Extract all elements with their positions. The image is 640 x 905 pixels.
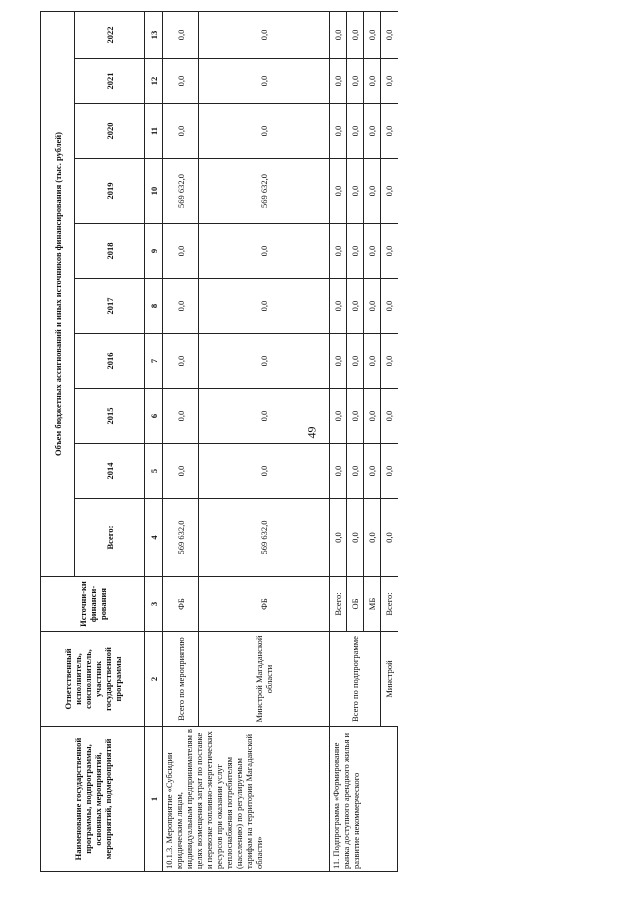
source-cell: Всего:: [330, 577, 347, 632]
column-number: 1: [145, 727, 163, 872]
value-cell: 0,0: [199, 104, 330, 159]
value-cell: 0,0: [163, 279, 199, 334]
header-year: 2014: [75, 444, 145, 499]
value-cell: 0,0: [381, 224, 398, 279]
header-year: 2021: [75, 59, 145, 104]
value-cell: 0,0: [347, 59, 364, 104]
value-cell: 0,0: [330, 11, 347, 58]
table-row: [163, 11, 199, 871]
value-cell: 0,0: [364, 224, 381, 279]
value-cell: 0,0: [347, 499, 364, 577]
column-number: 13: [145, 11, 163, 58]
value-cell: 0,0: [381, 279, 398, 334]
value-cell: 0,0: [330, 224, 347, 279]
value-cell: 0,0: [163, 224, 199, 279]
value-cell: 0,0: [381, 444, 398, 499]
value-cell: 0,0: [381, 389, 398, 444]
value-cell: 0,0: [330, 334, 347, 389]
value-cell: 0,0: [199, 444, 330, 499]
value-cell: 0,0: [381, 104, 398, 159]
value-cell: 0,0: [364, 279, 381, 334]
column-number: 2: [145, 632, 163, 727]
value-cell: 0,0: [330, 279, 347, 334]
value-cell: 0,0: [199, 224, 330, 279]
value-cell: 0,0: [364, 59, 381, 104]
column-number: 6: [145, 389, 163, 444]
header-name: Наименование государственной программы, подпрограммы, основных мероприятий, мероприятий, подмероприятий: [41, 727, 145, 872]
column-number: 9: [145, 224, 163, 279]
value-cell: 0,0: [330, 444, 347, 499]
value-cell: 0,0: [163, 11, 199, 58]
source-cell: Всего:: [381, 577, 398, 632]
value-cell: 0,0: [364, 334, 381, 389]
column-number: 4: [145, 499, 163, 577]
header-year: 2018: [75, 224, 145, 279]
value-cell: 0,0: [364, 389, 381, 444]
column-number-row: [145, 11, 163, 871]
column-number: 7: [145, 334, 163, 389]
value-cell: 0,0: [381, 334, 398, 389]
value-cell: 569 632,0: [163, 159, 199, 224]
value-cell: 0,0: [199, 389, 330, 444]
column-number: 8: [145, 279, 163, 334]
value-cell: 0,0: [199, 279, 330, 334]
header-year: 2022: [75, 11, 145, 58]
value-cell: 0,0: [347, 104, 364, 159]
rotated-table-container: [40, 12, 575, 872]
column-number: 12: [145, 59, 163, 104]
row-label: Минстрой Магаданской области: [199, 632, 330, 727]
value-cell: 0,0: [330, 59, 347, 104]
value-cell: 569 632,0: [199, 499, 330, 577]
header-responsible: Ответственный исполнитель, соисполнитель, участник государственной программы: [41, 632, 145, 727]
header-year: 2019: [75, 159, 145, 224]
value-cell: 0,0: [199, 11, 330, 58]
value-cell: 0,0: [347, 279, 364, 334]
value-cell: 0,0: [163, 334, 199, 389]
value-cell: 0,0: [163, 59, 199, 104]
measure-name: 10.1.3. Мероприятие «Субсидии юридическим лицам, индивидуальным предпринимателям в целях возмещения затрат по поставке и перевозке топливно-энергетических ресурсов при оказании услуг теплоснабжения потребителям (населению) по регулируемым тарифам на территории Магаданской области»: [163, 727, 330, 872]
header-total: Всего:: [75, 499, 145, 577]
value-cell: 0,0: [381, 59, 398, 104]
value-cell: 0,0: [364, 159, 381, 224]
value-cell: 0,0: [347, 444, 364, 499]
value-cell: 0,0: [347, 389, 364, 444]
row-label: Минстрой: [381, 632, 398, 727]
header-year: 2015: [75, 389, 145, 444]
value-cell: 0,0: [163, 104, 199, 159]
value-cell: 0,0: [347, 11, 364, 58]
source-cell: МБ: [364, 577, 381, 632]
value-cell: 0,0: [330, 499, 347, 577]
header-volume: Объем бюджетных ассигнований и иных источников финансирования (тыс. рублей): [41, 11, 75, 576]
column-number: 11: [145, 104, 163, 159]
value-cell: 0,0: [330, 104, 347, 159]
value-cell: 0,0: [199, 334, 330, 389]
value-cell: 0,0: [364, 499, 381, 577]
source-cell: ОБ: [347, 577, 364, 632]
value-cell: 569 632,0: [199, 159, 330, 224]
column-number: 3: [145, 577, 163, 632]
value-cell: 0,0: [364, 104, 381, 159]
header-source: Источни-ки финанси-рования: [41, 577, 145, 632]
value-cell: 0,0: [364, 11, 381, 58]
value-cell: 569 632,0: [163, 499, 199, 577]
column-number: 5: [145, 444, 163, 499]
row-label: Всего по подпрограмме: [330, 632, 381, 727]
value-cell: 0,0: [381, 499, 398, 577]
value-cell: 0,0: [364, 444, 381, 499]
value-cell: 0,0: [199, 59, 330, 104]
value-cell: 0,0: [347, 224, 364, 279]
value-cell: 0,0: [163, 389, 199, 444]
header-year: 2020: [75, 104, 145, 159]
value-cell: 0,0: [330, 389, 347, 444]
page-number: 49: [304, 426, 319, 439]
value-cell: 0,0: [347, 159, 364, 224]
value-cell: 0,0: [330, 159, 347, 224]
source-cell: ФБ: [199, 577, 330, 632]
header-year: 2017: [75, 279, 145, 334]
subprogram-name: 11. Подпрограмма «Формирование рынка доступного арендного жилья и развитие некоммерческого: [330, 727, 398, 872]
header-year: 2016: [75, 334, 145, 389]
value-cell: 0,0: [347, 334, 364, 389]
value-cell: 0,0: [381, 159, 398, 224]
value-cell: 0,0: [163, 444, 199, 499]
row-label: Всего по мероприятию: [163, 632, 199, 727]
financing-table: [40, 11, 398, 872]
source-cell: ФБ: [163, 577, 199, 632]
value-cell: 0,0: [381, 11, 398, 58]
table-row: [330, 11, 347, 871]
column-number: 10: [145, 159, 163, 224]
